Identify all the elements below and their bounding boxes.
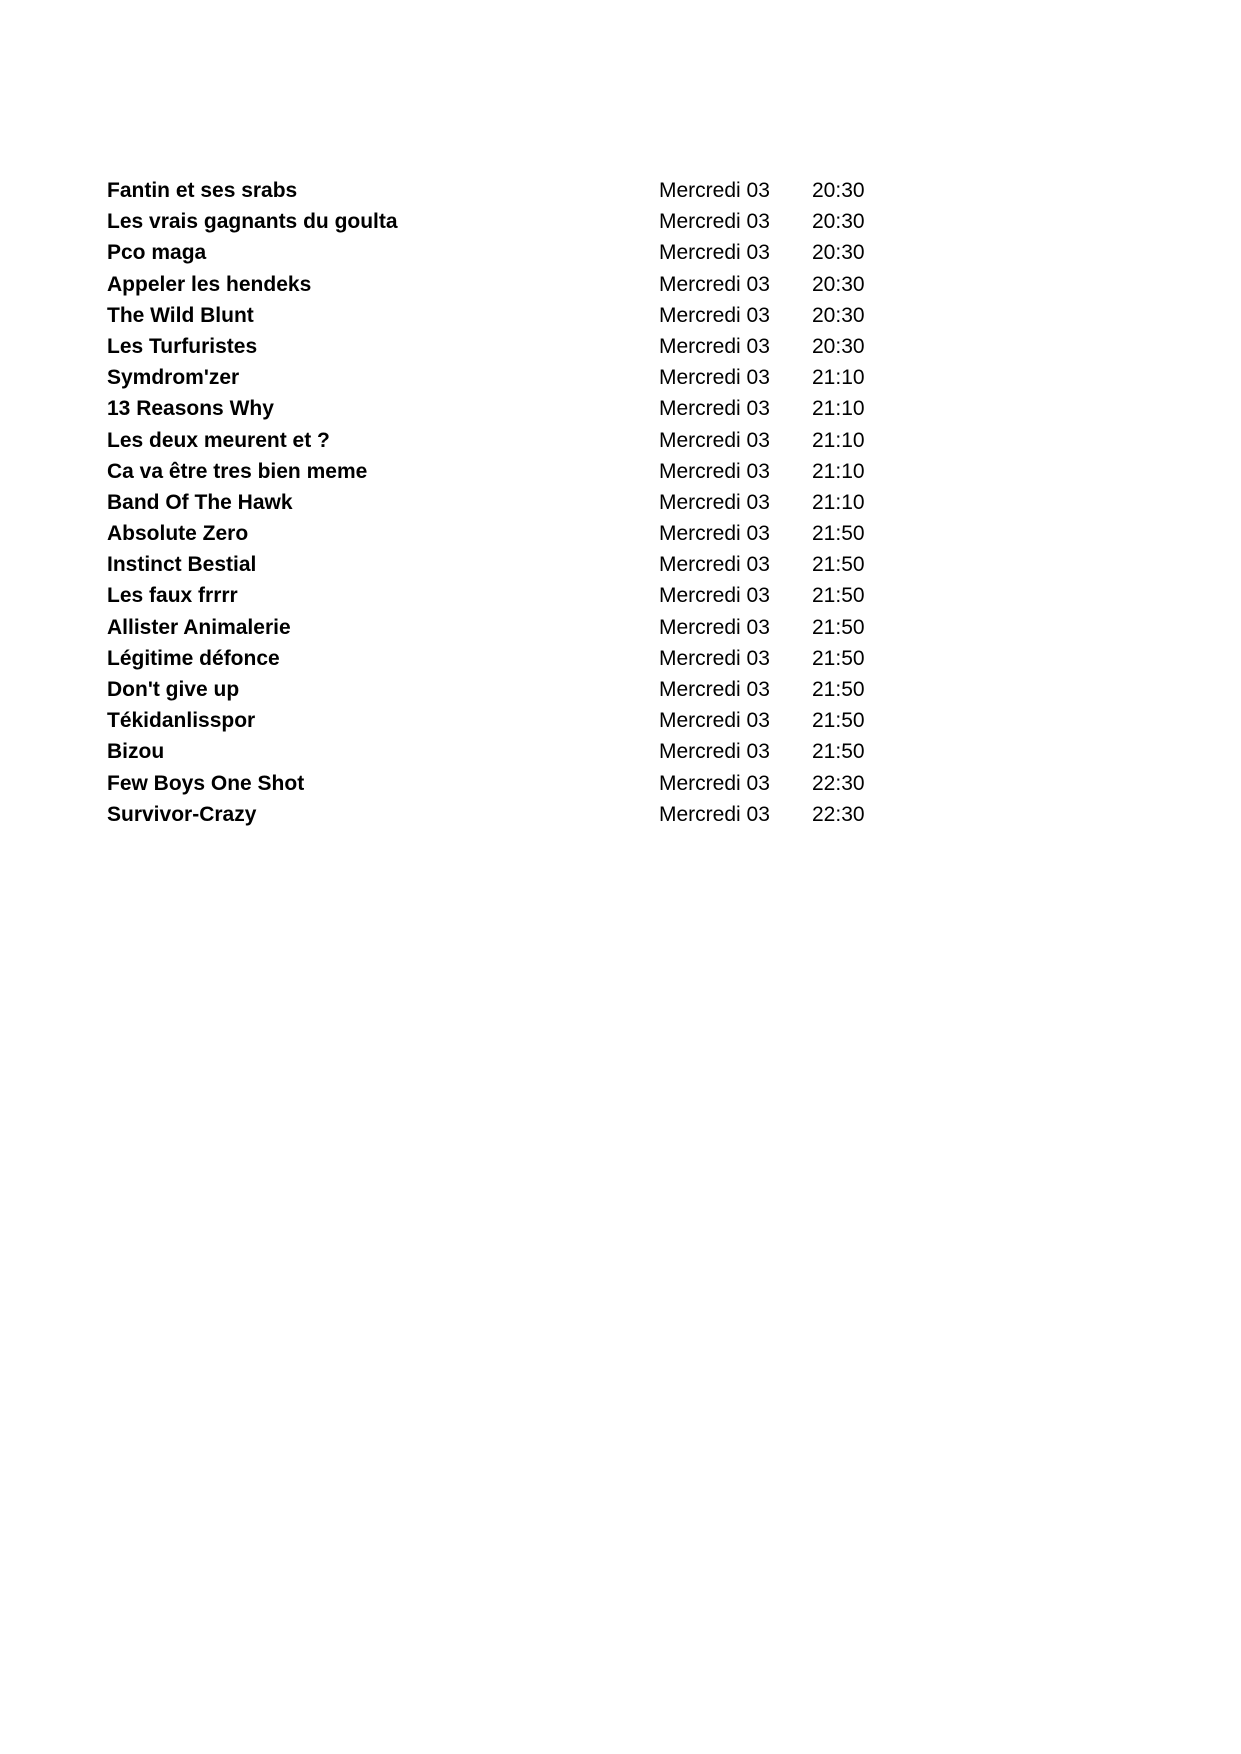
team-name: Few Boys One Shot: [107, 771, 305, 795]
table-row: [107, 456, 907, 487]
match-time: 21:50: [812, 709, 865, 733]
table-row: [107, 300, 907, 331]
match-time: 22:30: [812, 802, 865, 826]
table-row: [107, 331, 907, 362]
team-name: Absolute Zero: [107, 522, 249, 546]
match-day: Mercredi 03: [659, 522, 770, 546]
match-time: 20:30: [812, 303, 865, 327]
match-time: 21:50: [812, 584, 865, 608]
match-time: 21:50: [812, 553, 865, 577]
table-row: [107, 549, 907, 580]
match-day: Mercredi 03: [659, 802, 770, 826]
match-time: 21:50: [812, 522, 865, 546]
match-day: Mercredi 03: [659, 553, 770, 577]
team-name: The Wild Blunt: [107, 303, 254, 327]
table-row: [107, 768, 907, 799]
table-row: [107, 799, 907, 830]
match-time: 21:10: [812, 459, 865, 483]
match-time: 20:30: [812, 210, 865, 234]
table-row: [107, 736, 907, 767]
team-name: Symdrom'zer: [107, 366, 240, 390]
match-day: Mercredi 03: [659, 366, 770, 390]
match-day: Mercredi 03: [659, 646, 770, 670]
table-row: [107, 705, 907, 736]
match-day: Mercredi 03: [659, 303, 770, 327]
table-row: [107, 393, 907, 424]
team-name: Allister Animalerie: [107, 615, 291, 639]
match-day: Mercredi 03: [659, 397, 770, 421]
match-time: 21:50: [812, 678, 865, 701]
match-day: Mercredi 03: [659, 584, 770, 608]
table-row: [107, 643, 907, 674]
match-day: Mercredi 03: [659, 428, 770, 452]
team-name: Les deux meurent et ?: [107, 428, 330, 452]
match-day: Mercredi 03: [659, 709, 770, 733]
table-row: [107, 269, 907, 300]
team-name: Don't give up: [107, 678, 240, 701]
match-time: 21:10: [812, 366, 865, 390]
match-day: Mercredi 03: [659, 459, 770, 483]
team-name: Légitime défonce: [107, 646, 280, 670]
table-row: [107, 580, 907, 611]
table-row: [107, 206, 907, 237]
match-day: Mercredi 03: [659, 678, 770, 701]
match-day: Mercredi 03: [659, 771, 770, 795]
match-day: Mercredi 03: [659, 334, 770, 358]
match-time: 21:50: [812, 740, 865, 764]
match-day: Mercredi 03: [659, 615, 770, 639]
team-name: 13 Reasons Why: [107, 397, 274, 421]
match-time: 21:10: [812, 490, 865, 514]
team-name: Les vrais gagnants du goulta: [107, 210, 398, 234]
team-name: Instinct Bestial: [107, 553, 257, 577]
team-name: Band Of The Hawk: [107, 490, 293, 514]
match-day: Mercredi 03: [659, 210, 770, 234]
match-time: 20:30: [812, 272, 865, 296]
match-day: Mercredi 03: [659, 241, 770, 265]
match-time: 20:30: [812, 179, 865, 202]
table-row: [107, 425, 907, 456]
schedule-table: [107, 175, 907, 830]
match-time: 22:30: [812, 771, 865, 795]
table-row: [107, 237, 907, 268]
match-time: 21:10: [812, 397, 865, 421]
table-row: [107, 487, 907, 518]
match-day: Mercredi 03: [659, 272, 770, 296]
table-row: [107, 362, 907, 393]
table-row: [107, 175, 907, 206]
team-name: Les faux frrrr: [107, 584, 238, 608]
team-name: Survivor-Crazy: [107, 802, 257, 826]
match-day: Mercredi 03: [659, 490, 770, 514]
table-row: [107, 518, 907, 549]
team-name: Bizou: [107, 740, 165, 764]
match-day: Mercredi 03: [659, 740, 770, 764]
table-row: [107, 674, 907, 705]
match-day: Mercredi 03: [659, 179, 770, 202]
team-name: Fantin et ses srabs: [107, 179, 298, 202]
match-time: 21:50: [812, 646, 865, 670]
team-name: Appeler les hendeks: [107, 272, 312, 296]
table-row: [107, 612, 907, 643]
team-name: Tékidanlisspor: [107, 709, 256, 733]
match-time: 20:30: [812, 334, 865, 358]
match-time: 21:50: [812, 615, 865, 639]
match-time: 20:30: [812, 241, 865, 265]
team-name: Les Turfuristes: [107, 334, 258, 358]
team-name: Ca va être tres bien meme: [107, 459, 368, 483]
team-name: Pco maga: [107, 241, 207, 265]
match-time: 21:10: [812, 428, 865, 452]
